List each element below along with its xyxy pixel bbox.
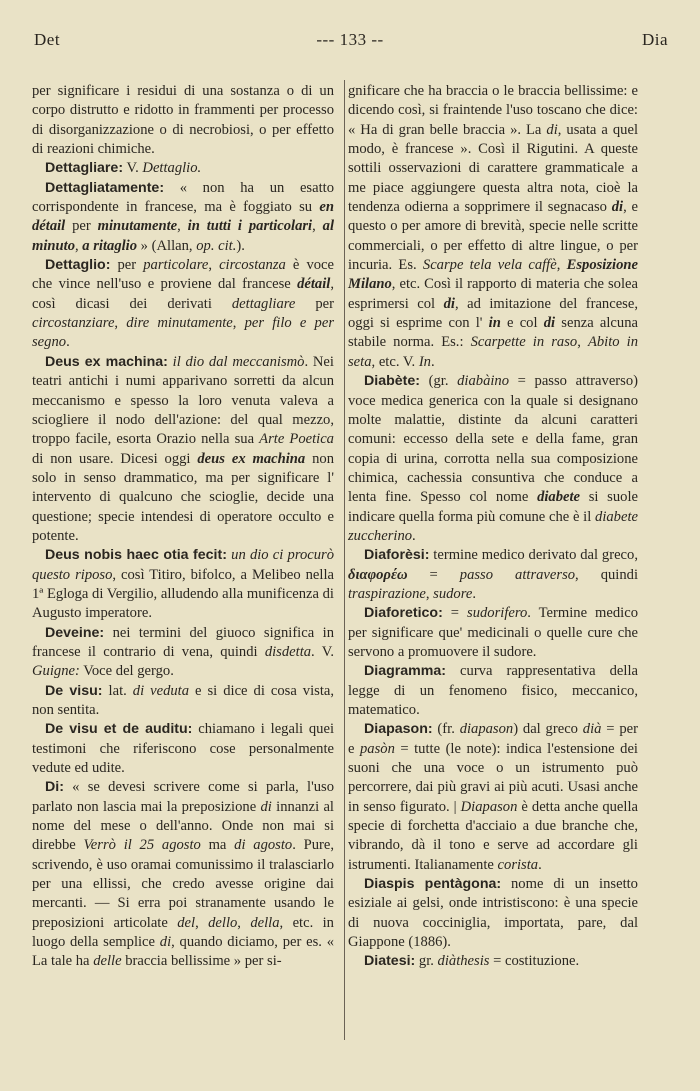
entry-text: di xyxy=(443,295,455,312)
entry-text: del xyxy=(177,914,196,931)
headword: Diaforetico: xyxy=(364,605,443,622)
entry-text: = per e xyxy=(348,721,638,757)
entry-diagramma xyxy=(348,662,638,720)
headword: Diabète: xyxy=(364,373,420,390)
entry-text: di xyxy=(159,934,172,951)
entry-text: . xyxy=(538,856,542,873)
entry-text: senza alcuna stabile norma. Es.: xyxy=(348,315,638,351)
entry-text: Verrò il 25 agosto xyxy=(83,837,201,854)
entry-text: dettagliare xyxy=(231,295,296,312)
headword: Diaforèsi: xyxy=(364,547,430,564)
entry-deveine xyxy=(32,624,334,682)
entry-text: « non ha un esatto corrispondente in francese, ma è foggiato su xyxy=(32,179,334,216)
entry-text: è voce che vince nell'uso e proviene dal francese xyxy=(32,257,335,293)
entry-text: in tutti i particolari xyxy=(187,218,313,235)
headword: Deus nobis haec otia fecit: xyxy=(45,547,227,564)
entry-text: per xyxy=(65,218,98,235)
entry-text: di agosto xyxy=(234,837,293,854)
entry-diapason xyxy=(348,720,638,875)
entry-text: chiamano i legali quei testimoni che riferiscono cose personalmente vedute ed udite. xyxy=(32,721,335,777)
headword: De visu: xyxy=(45,682,103,699)
entry-text: diapason xyxy=(459,721,514,738)
entry-text: passo attraverso xyxy=(459,566,576,583)
entry-text: . Termine medico per significare que' medicinali o quelle cure che servono a promuovere il sudore. xyxy=(348,605,638,660)
entry-text: gr. xyxy=(415,953,438,970)
headword: Deus ex machina: xyxy=(45,353,168,370)
entry-text: pasòn xyxy=(360,740,395,757)
entry-text: curva rappresentativa della legge di un fenomeno fisico, meccanico, matematico. xyxy=(348,663,638,718)
entry-text: = passo attraverso) voce medica generica con la quale si designano molte malattie, distinte da alcuni caratteri comuni: eccesso della sete e della fame, gran copia di urina, corrotta nella sua composizione chimica, cachessia consuntiva che conduce a lenta fine. Spesso col nome xyxy=(348,373,638,506)
column-divider xyxy=(344,80,345,1040)
entry-text: . V. xyxy=(311,643,335,660)
headword: Diapason: xyxy=(364,721,433,738)
entry-text: = tutte (le note): indica l'estensione dei suoni che una voce o un istrumento può percorrere, dai più gravi ai più acuti. Usasi anche in senso figurato. | xyxy=(348,740,638,815)
entry-text: διαφορέω xyxy=(348,566,408,583)
entry-diatesi xyxy=(348,952,638,971)
entry-text: Diapason xyxy=(460,798,518,815)
entry-text: Guigne: xyxy=(32,663,80,680)
entry-text: ma xyxy=(200,837,235,854)
entry-text: . Pure, scrivendo, è uso oramai comunissimo il tralasciarlo per una ellissi, che credo avesse origine dai mercanti. — Si erra poi stranamente usando le preposizioni articolate xyxy=(32,837,335,931)
entry-text: braccia bellissime » per si- xyxy=(121,953,282,970)
running-head-right: Dia xyxy=(641,30,668,49)
entry-text: . xyxy=(66,334,70,351)
entry-diaspis xyxy=(348,875,638,952)
entry-diaforetico xyxy=(348,604,638,662)
entry-dettaglio xyxy=(32,256,334,353)
entry-text: , xyxy=(425,585,434,602)
entry-text: della xyxy=(250,914,280,931)
entry-de-visu-auditu xyxy=(32,720,334,778)
right-column xyxy=(348,82,638,972)
entry-text: un dio ci procurò questo riposo xyxy=(32,547,335,583)
entry-text: diabete xyxy=(537,489,581,506)
headword: Dettaglio: xyxy=(45,257,111,274)
entry-text: a ritaglio xyxy=(82,237,138,254)
entry-text: ). xyxy=(236,237,245,254)
entry-text: in xyxy=(488,315,501,332)
entry-dettagliatamente xyxy=(32,179,334,256)
entry-text: , xyxy=(556,257,567,274)
entry-text: termine medico derivato dal greco, xyxy=(429,547,638,564)
entry-text: , quindi xyxy=(575,566,639,583)
entry-text: di veduta xyxy=(132,682,190,699)
entry-text: di xyxy=(543,315,556,332)
entry-continuation xyxy=(32,82,334,159)
entry-text: , ad imitazione del francese, oggi si esprime con l' xyxy=(348,295,638,332)
entry-text: per significare i residui di una sostanza o di un corpo distrutto e ridotto in frammenti per processo di disorganizzazione o di necrobiosi, o per effetto di reazioni chimiche. xyxy=(32,83,334,158)
entry-text: lat. xyxy=(102,682,133,699)
entry-text: , xyxy=(237,914,251,931)
entry-text: per filo e per segno xyxy=(32,315,334,351)
running-head-left: Det xyxy=(34,30,61,49)
entry-text: traspirazione xyxy=(348,585,426,602)
entry-text: Arte Poetica xyxy=(259,431,334,448)
entry-diabete xyxy=(348,372,638,546)
entry-text: , e questo o per amore di brevità, specie nelle scritte commerciali, o per effetto di altre lingue, o per incuria. Es. xyxy=(348,199,638,274)
entry-text: nome di un insetto esiziale ai gelsi, onde intristiscono: è una specie di nuova cocciniglia, importata, pare, dal Giappone (1886). xyxy=(348,876,638,951)
left-column xyxy=(32,82,334,972)
entry-diaforesi xyxy=(348,546,638,604)
entry-text: sudorifero xyxy=(467,605,528,622)
entry-text: corista xyxy=(497,856,539,873)
entry-text: diàthesis xyxy=(437,953,490,970)
entry-text: circostanza xyxy=(219,257,286,274)
entry-text: circostanziare xyxy=(32,315,115,332)
entry-deus-nobis xyxy=(32,546,334,623)
entry-text: Dettaglio. xyxy=(142,160,202,177)
entry-text: particolare xyxy=(143,257,209,274)
entry-text: en détail xyxy=(32,199,334,235)
entry-text: , così dicasi dei derivati xyxy=(32,276,334,312)
entry-text: dire minutamente xyxy=(126,315,233,332)
headword: De visu et de auditu: xyxy=(45,721,193,738)
entry-di-continuation xyxy=(348,82,638,372)
entry-text: . xyxy=(412,527,416,544)
entry-de-visu xyxy=(32,682,334,721)
entry-text: (fr. xyxy=(432,721,460,738)
entry-text: In xyxy=(418,353,431,370)
entry-text: = xyxy=(442,605,468,622)
entry-text: Esposizione Milano xyxy=(348,257,638,293)
entry-text: il dio dal meccanismò xyxy=(172,353,305,370)
entry-text: , xyxy=(232,315,245,332)
entry-text: gnificare che ha braccia o le braccia bellissime: e dicendo così, si fraintende l'uso toscano che dice: « Ha di gran belle braccia ». La xyxy=(348,83,638,138)
entry-text: Voce del gergo. xyxy=(79,663,174,680)
entry-text: , etc. Così il rapporto di materia che solea esprimersi col xyxy=(348,276,638,312)
entry-text: , usata a quel modo, è francese ». Così il Rigutini. A queste sottili osservazioni di carattere grammaticale a me piace aggiungere questa altra nota, cioè la tendenza odierna a sopprimere il segnacaso xyxy=(348,121,638,216)
entry-text: , etc. in luogo della semplice xyxy=(32,914,334,951)
entry-deus-ex-machina xyxy=(32,353,334,546)
entry-text: , xyxy=(195,914,209,931)
entry-text: ) dal greco xyxy=(513,721,583,738)
entry-text: nei termini del giuoco significa in francese il contrario di vena, quindi xyxy=(32,624,334,660)
entry-text: al minuto xyxy=(32,218,334,254)
entry-text: è detta anche quella specie di forchetta d'acciaio a due branche che, vibrando, dà il tono e serve ad accordare gli istrumenti. Italianamente xyxy=(348,798,638,873)
entry-text: = costituzione. xyxy=(489,953,580,970)
entry-text: , xyxy=(312,218,323,235)
entry-text: (gr. xyxy=(419,373,458,390)
entry-text: op. cit. xyxy=(196,237,237,254)
entry-text: di xyxy=(611,199,624,216)
entry-text: « se devesi scrivere come si parla, l'uso parlato non lascia mai la preposizione xyxy=(32,779,334,815)
entry-text: , xyxy=(177,218,188,235)
entry-di xyxy=(32,778,334,971)
entry-text: . xyxy=(430,353,435,370)
headword: Diaspis pentàgona: xyxy=(364,876,502,893)
entry-text: = xyxy=(407,566,460,583)
entry-text: , etc. V. xyxy=(371,353,419,370)
headword: Deveine: xyxy=(45,624,105,641)
entry-text: disdetta xyxy=(264,643,312,660)
entry-text: détail xyxy=(297,276,331,293)
entry-text: V. xyxy=(123,160,143,177)
entry-text: e si dice di cosa vista, non sentita. xyxy=(32,682,334,718)
entry-text: diabàino xyxy=(457,373,510,390)
entry-text: non solo in senso drammatico, ma per significare l' intervento di qualcuno che scioglie, decide una questione; specie intendesi di operatore occulto e potente. xyxy=(32,450,334,544)
entry-text: » (Allan, xyxy=(137,237,197,254)
page-number: --- 133 -- xyxy=(316,30,384,49)
entry-text: , così Titiro, bifolco, a Melibeo nella 1ª Egloga di Vergilio, alludendo alla munificenza di Augusto imperatore. xyxy=(32,566,334,622)
entry-text: , xyxy=(114,315,127,332)
entry-text: Scarpette in raso xyxy=(470,334,578,351)
headword: Dettagliatamente: xyxy=(45,179,165,196)
entry-text: . Nei teatri antichi i numi apparivano sorretti da alcun meccanismo e spesso la loro venuta valeva a sciogliere il nodo dell'azione: del qual mezzo, troppo facile, esorta Orazio nella sua xyxy=(32,353,334,448)
entry-text: , xyxy=(208,257,220,274)
entry-text: minutamente xyxy=(97,218,178,235)
entry-text: di xyxy=(546,121,558,138)
entry-text: , quando diciamo, per es. « La tale ha xyxy=(32,934,334,970)
headword: Dettagliare: xyxy=(45,160,124,177)
entry-text: , xyxy=(577,334,588,351)
headword: Di: xyxy=(45,779,64,796)
entry-text: dià xyxy=(582,721,602,738)
headword: Diatesi: xyxy=(364,953,416,970)
entry-text: sudore xyxy=(433,585,473,602)
entry-text: Abito in seta xyxy=(348,334,638,370)
entry-text: di xyxy=(260,798,272,815)
entry-text: delle xyxy=(93,953,122,970)
headword: Diagramma: xyxy=(364,663,447,680)
entry-text: per xyxy=(110,257,144,274)
entry-text: innanzi al nome del mese o dell'anno. Onde non mai si direbbe xyxy=(32,798,334,854)
entry-text: Scarpe tela vela caffè xyxy=(422,257,557,274)
entry-text: deus ex machina xyxy=(197,450,306,467)
entry-text: diabete zuccherino xyxy=(348,508,638,544)
entry-text: , xyxy=(75,237,83,254)
entry-text: dello xyxy=(208,914,238,931)
entry-text: . xyxy=(472,585,476,602)
entry-text: si suole indicare quella forma più comune che è il xyxy=(348,489,638,525)
entry-dettagliare xyxy=(32,159,334,178)
entry-text: e col xyxy=(500,315,544,332)
entry-text: per xyxy=(295,295,334,312)
entry-text: di non usare. Dicesi oggi xyxy=(32,450,198,467)
